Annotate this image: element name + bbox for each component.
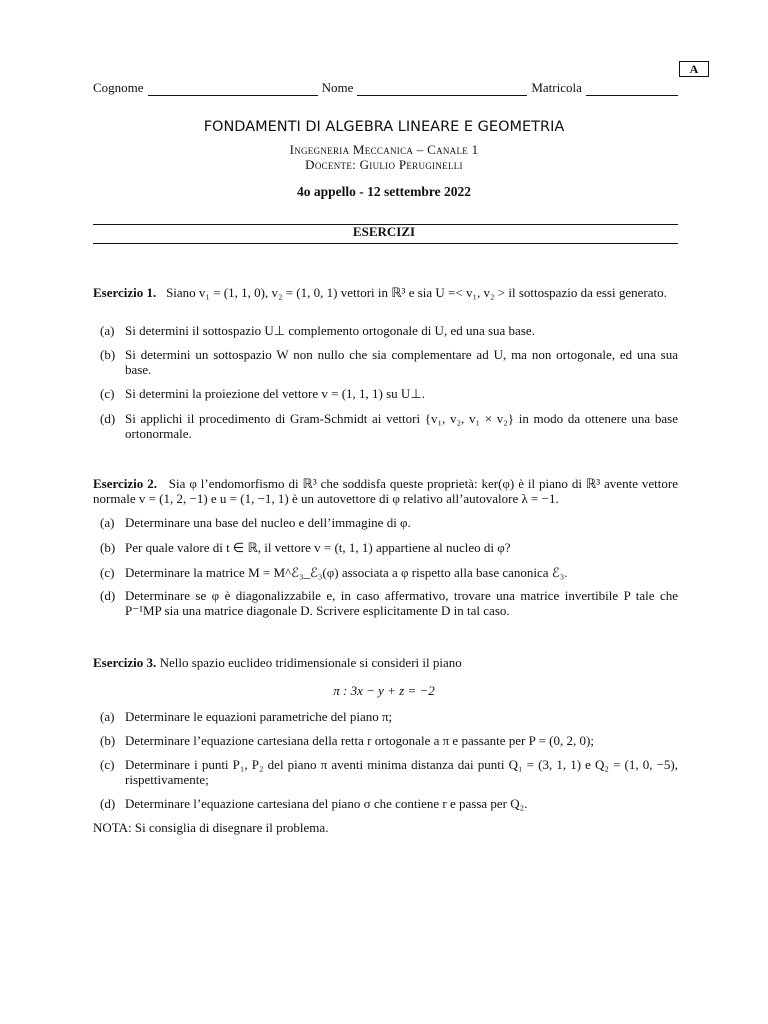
bottom-rule (93, 243, 678, 244)
item-label: (c) (100, 757, 115, 772)
exercise-3-heading: Esercizio 3. (93, 655, 157, 670)
exercise-3-intro (93, 655, 678, 670)
item-label: (c) (100, 565, 115, 580)
exercise-3-note: NOTA: Si consiglia di disegnare il problema. (93, 820, 329, 835)
exercise-1-item-a (100, 323, 678, 338)
item-text: Determinare una base del nucleo e dell’immagine di φ. (125, 515, 411, 530)
id-label: Matricola (531, 80, 582, 95)
item-text: Si determini un sottospazio W non nullo che sia complementare ad U, ma non ortogonale, ed una sua base. (125, 347, 678, 377)
item-label: (d) (100, 588, 116, 603)
item-label: (a) (100, 515, 115, 530)
section-heading: ESERCIZI (352, 224, 416, 239)
item-text: Determinare l’equazione cartesiana della retta r ortogonale a π e passante per P = (0, 2, 0); (125, 733, 594, 748)
item-label: (d) (100, 796, 116, 811)
item-label: (a) (100, 323, 115, 338)
item-text: Determinare la matrice M = M^ℰ₃_ℰ₃(φ) associata a φ rispetto alla base canonica ℰ₃. (125, 565, 568, 580)
exercise-2-text: Sia φ l’endomorfismo di ℝ³ che soddisfa queste proprietà: ker(φ) è il piano di ℝ³ avente vettore normale v = (1, 2, −1) e u = (1, −1, 1) è un autovettore di φ relativo all’autovalore λ = −1. (93, 476, 678, 506)
exercise-2-item-b (100, 540, 678, 555)
item-text: Determinare i punti P₁, P₂ del piano π aventi minima distanza dai punti Q₁ = (3, 1, 1) e Q₂ = (1, 0, −5), rispettivamente; (125, 757, 678, 787)
item-label: (b) (100, 347, 116, 362)
student-info-line (93, 80, 678, 96)
item-text: Determinare l’equazione cartesiana del piano σ che contiene r e passa per Q₂. (125, 796, 528, 811)
exercise-2-item-a (100, 515, 678, 530)
exercise-3-item-b (100, 733, 678, 748)
surname-field[interactable] (148, 83, 318, 96)
item-label: (a) (100, 709, 115, 724)
plane-equation: π : 3x − y + z = −2 (333, 683, 435, 698)
id-field[interactable] (586, 83, 678, 96)
exercise-3-text: Nello spazio euclideo tridimensionale si consideri il piano (159, 655, 462, 670)
exercise-1-intro (93, 285, 678, 300)
course-subtitle: Ingegneria Meccanica – Canale 1 (289, 142, 479, 157)
item-text: Si applichi il procedimento di Gram-Schmidt ai vettori {v₁, v₂, v₁ × v₂} in modo da ottenere una base ortonormale. (125, 411, 678, 441)
instructor-line: Docente: Giulio Peruginelli (305, 157, 463, 172)
item-text: Si determini la proiezione del vettore v = (1, 1, 1) su U⊥. (125, 386, 425, 401)
name-field[interactable] (357, 83, 527, 96)
name-label: Nome (321, 80, 354, 95)
exercise-1-item-b (100, 347, 678, 377)
surname-label: Cognome (93, 80, 144, 95)
item-label: (d) (100, 411, 116, 426)
exercise-1-text: Siano v₁ = (1, 1, 0), v₂ = (1, 0, 1) vettori in ℝ³ e sia U =< v₁, v₂ > il sottospazio da essi generato. (166, 285, 667, 300)
item-label: (c) (100, 386, 115, 401)
item-label: (b) (100, 540, 116, 555)
exercise-2-item-c (100, 565, 678, 580)
item-text: Si determini il sottospazio U⊥ complemento ortogonale di U, ed una sua base. (125, 323, 535, 338)
exercise-1-item-c (100, 386, 678, 401)
exercise-1-heading: Esercizio 1. (93, 285, 157, 300)
exercise-3-item-c (100, 757, 678, 787)
exam-version-box: A (679, 61, 709, 77)
course-title: FONDAMENTI DI ALGEBRA LINEARE E GEOMETRIA (203, 119, 565, 135)
item-text: Determinare le equazioni parametriche del piano π; (125, 709, 393, 724)
exercise-2-intro (93, 476, 678, 506)
exercise-3-item-a (100, 709, 678, 724)
exercise-1-item-d (100, 411, 678, 441)
exercise-3-item-d (100, 796, 678, 811)
item-text: Determinare se φ è diagonalizzabile e, in caso affermativo, trovare una matrice invertibile P tale che P⁻¹MP sia una matrice diagonale D. Scrivere esplicitamente D in tal caso. (125, 588, 678, 618)
item-text: Per quale valore di t ∈ ℝ, il vettore v = (t, 1, 1) appartiene al nucleo di φ? (125, 540, 511, 555)
item-label: (b) (100, 733, 116, 748)
exercise-2-heading: Esercizio 2. (93, 476, 157, 491)
exam-date: 4o appello - 12 settembre 2022 (296, 184, 472, 199)
exercise-2-item-d (100, 588, 678, 618)
